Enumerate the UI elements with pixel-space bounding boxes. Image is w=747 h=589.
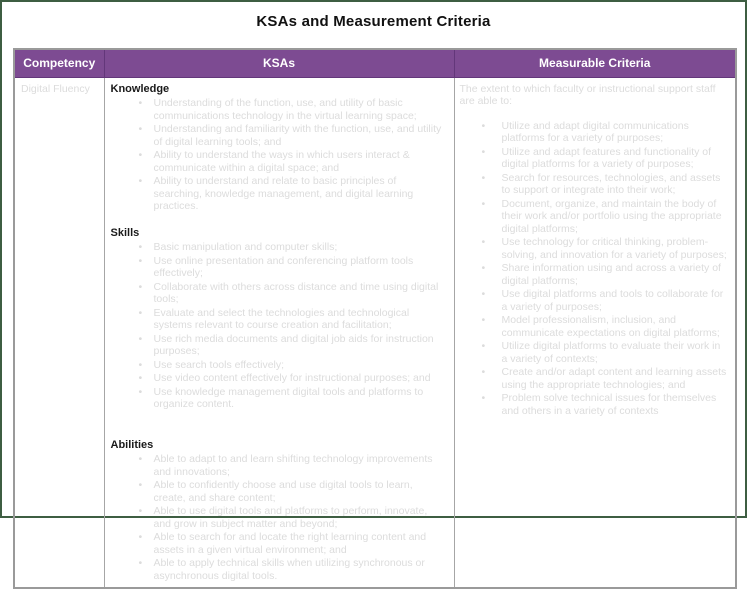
section-heading: Abilities: [110, 438, 154, 451]
skills-list: [109, 241, 450, 411]
ksa-table: [13, 48, 737, 589]
list-item: • Use video content effectively for instructional purposes; and: [154, 372, 448, 385]
list-item: • Problem solve technical issues for themselves and others in a variety of contexts: [502, 392, 730, 417]
list-item: • Document, organize, and maintain the body of their work and/or portfolio using the appropriate digital platforms;: [502, 198, 730, 236]
list-item: • Model professionalism, inclusion, and communicate expectations on digital platforms;: [502, 314, 730, 339]
criteria-cell: [454, 77, 736, 588]
criteria-intro: The extent to which faculty or instructional support staff are able to:: [459, 82, 716, 107]
header-row: [14, 49, 736, 77]
list-item: • Use rich media documents and digital job aids for instruction purposes;: [154, 333, 448, 358]
list-item: • Use digital platforms and tools to collaborate for a variety of purposes;: [502, 288, 730, 313]
table-row: [14, 77, 736, 588]
column-header-ksas: KSAs: [104, 49, 454, 77]
list-item: • Understanding of the function, use, and utility of basic communications technology in the virtual learning space;: [154, 97, 448, 122]
ksas-cell: [104, 77, 454, 588]
list-item: • Able to confidently choose and use digital tools to learn, create, and share content;: [154, 479, 448, 504]
list-item: • Able to adapt to and learn shifting technology improvements and innovations;: [154, 453, 448, 478]
list-item: • Evaluate and select the technologies and technological systems relevant to course creation and facilitation;: [154, 307, 448, 332]
list-item: • Create and/or adapt content and learning assets using the appropriate technologies; and: [502, 366, 730, 391]
list-item: • Use knowledge management digital tools and platforms to organize content.: [154, 386, 448, 411]
page-title: KSAs and Measurement Criteria: [256, 13, 491, 30]
list-item: • Collaborate with others across distance and time using digital tools;: [154, 281, 448, 306]
list-item: • Able to search for and locate the right learning content and assets in a given virtual environment; and: [154, 531, 448, 556]
list-item: • Able to use digital tools and platforms to perform, innovate, and grow in subject matter and beyond;: [154, 505, 448, 530]
section-heading: Knowledge: [110, 82, 170, 95]
ksas-section-skills: [109, 227, 450, 411]
ksas-section-knowledge: [109, 83, 450, 213]
list-item: • Able to apply technical skills when utilizing synchronous or asynchronous digital tools.: [154, 557, 448, 582]
list-item: • Basic manipulation and computer skills;: [154, 241, 448, 254]
column-header-criteria: Measurable Criteria: [454, 49, 736, 77]
list-item: • Use online presentation and conferencing platform tools effectively;: [154, 255, 448, 280]
competency-value: Digital Fluency: [21, 82, 90, 95]
list-item: • Understanding and familiarity with the function, use, and utility of digital learning tools; and: [154, 123, 448, 148]
ksas-sections: [109, 83, 450, 583]
list-item: • Utilize and adapt digital communications platforms for a variety of purposes;: [502, 120, 730, 145]
knowledge-list: [109, 97, 450, 213]
column-header-competency: Competency: [14, 49, 104, 77]
list-item: • Ability to understand the ways in which users interact & communicate within a digital space; and: [154, 149, 448, 174]
list-item: • Use search tools effectively;: [154, 359, 448, 372]
ksas-section-abilities: [109, 439, 450, 583]
competency-cell: [14, 77, 104, 588]
list-item: • Search for resources, technologies, and assets to support or integrate into their work;: [502, 172, 730, 197]
list-item: • Use technology for critical thinking, problem-solving, and innovation for a variety of purposes;: [502, 236, 730, 261]
list-item: • Utilize and adapt features and functionality of digital platforms for a variety of purposes;: [502, 146, 730, 171]
list-item: • Utilize digital platforms to evaluate their work in a variety of contexts;: [502, 340, 730, 365]
list-item: • Share information using and across a variety of digital platforms;: [502, 262, 730, 287]
section-heading: Skills: [110, 226, 140, 239]
criteria-list: [459, 120, 732, 418]
list-item: • Ability to understand and relate to basic principles of searching, knowledge management, and digital learning practices.: [154, 175, 448, 213]
